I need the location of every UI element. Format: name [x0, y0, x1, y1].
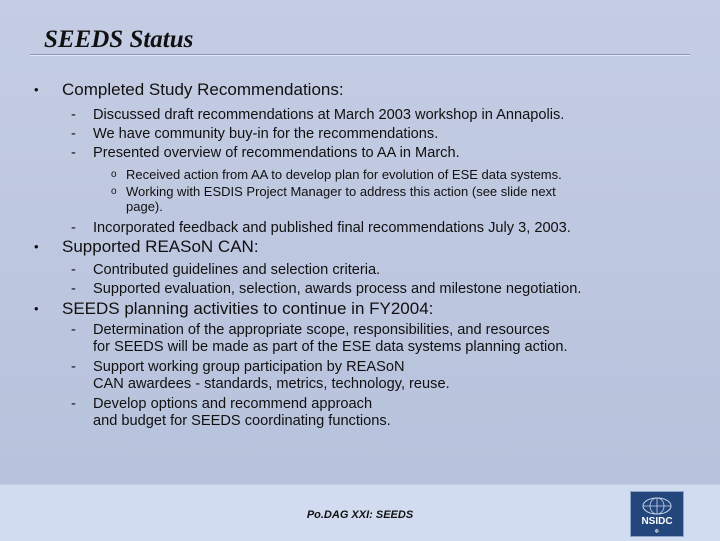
bullet-icon: • [34, 239, 39, 254]
subitem-text: Contributed guidelines and selection criteria. [93, 262, 381, 278]
subitem-continuation [93, 375, 450, 393]
subitem-continuation [93, 338, 568, 356]
subitem-continuation [93, 412, 391, 430]
subitem-text: Presented overview of recommendations to AA in March. [93, 145, 460, 161]
nsidc-logo [630, 491, 684, 537]
subitem [71, 125, 439, 143]
subitem-text: and budget for SEEDS coordinating functions. [93, 413, 391, 429]
dash-icon: - [71, 107, 76, 123]
sub-subitem-text: page). [126, 199, 163, 214]
subitem-text: for SEEDS will be made as part of the ESE data systems planning action. [93, 339, 568, 355]
bullet-text: SEEDS planning activities to continue in FY2004: [62, 299, 434, 318]
circle-bullet-icon: o [111, 186, 117, 197]
subitem [71, 106, 565, 124]
bullet-completed-study [34, 80, 344, 100]
dash-icon: - [71, 220, 76, 236]
subitem-text: Support working group participation by REASoN [93, 359, 405, 375]
sub-subitem-continuation [126, 199, 163, 214]
circle-bullet-icon: o [111, 169, 117, 180]
sub-subitem [111, 167, 562, 182]
subitem-text: Discussed draft recommendations at March 2003 workshop in Annapolis. [93, 107, 565, 123]
subitem [71, 358, 405, 376]
subitem-text: Incorporated feedback and published final recommendations July 3, 2003. [93, 220, 571, 236]
subitem-text: Develop options and recommend approach [93, 396, 373, 412]
subitem-text: We have community buy-in for the recommendations. [93, 126, 439, 142]
bullet-icon: • [34, 301, 39, 316]
logo-text: NSIDC [641, 516, 673, 527]
footer-text: Po.DAG XXI: SEEDS [306, 509, 414, 521]
dash-icon: - [71, 322, 76, 338]
subitem-text: CAN awardees - standards, metrics, technology, reuse. [93, 376, 450, 392]
bullet-planning-activities [34, 299, 434, 319]
sub-subitem [111, 184, 556, 199]
subitem [71, 261, 381, 279]
slide-title: SEEDS Status [44, 26, 194, 53]
dash-icon: - [71, 281, 76, 297]
dash-icon: - [71, 262, 76, 278]
sub-subitem-text: Received action from AA to develop plan for evolution of ESE data systems. [126, 167, 562, 182]
bullet-text: Supported REASoN CAN: [62, 237, 259, 256]
subitem-text: Supported evaluation, selection, awards process and milestone negotiation. [93, 281, 582, 297]
subitem [71, 280, 582, 298]
dash-icon: - [71, 396, 76, 412]
subitem [71, 219, 571, 237]
bullet-reason-can [34, 237, 259, 257]
svg-text:❄: ❄ [654, 528, 660, 535]
globe-icon [631, 492, 683, 536]
sub-subitem-text: Working with ESDIS Project Manager to address this action (see slide next [126, 184, 556, 199]
subitem-text: Determination of the appropriate scope, responsibilities, and resources [93, 322, 550, 338]
subitem [71, 321, 550, 339]
dash-icon: - [71, 126, 76, 142]
dash-icon: - [71, 145, 76, 161]
title-divider [30, 54, 690, 56]
subitem [71, 144, 460, 162]
slide-footer [0, 484, 720, 541]
bullet-icon: • [34, 82, 39, 97]
dash-icon: - [71, 359, 76, 375]
subitem [71, 395, 373, 413]
bullet-text: Completed Study Recommendations: [62, 80, 344, 99]
